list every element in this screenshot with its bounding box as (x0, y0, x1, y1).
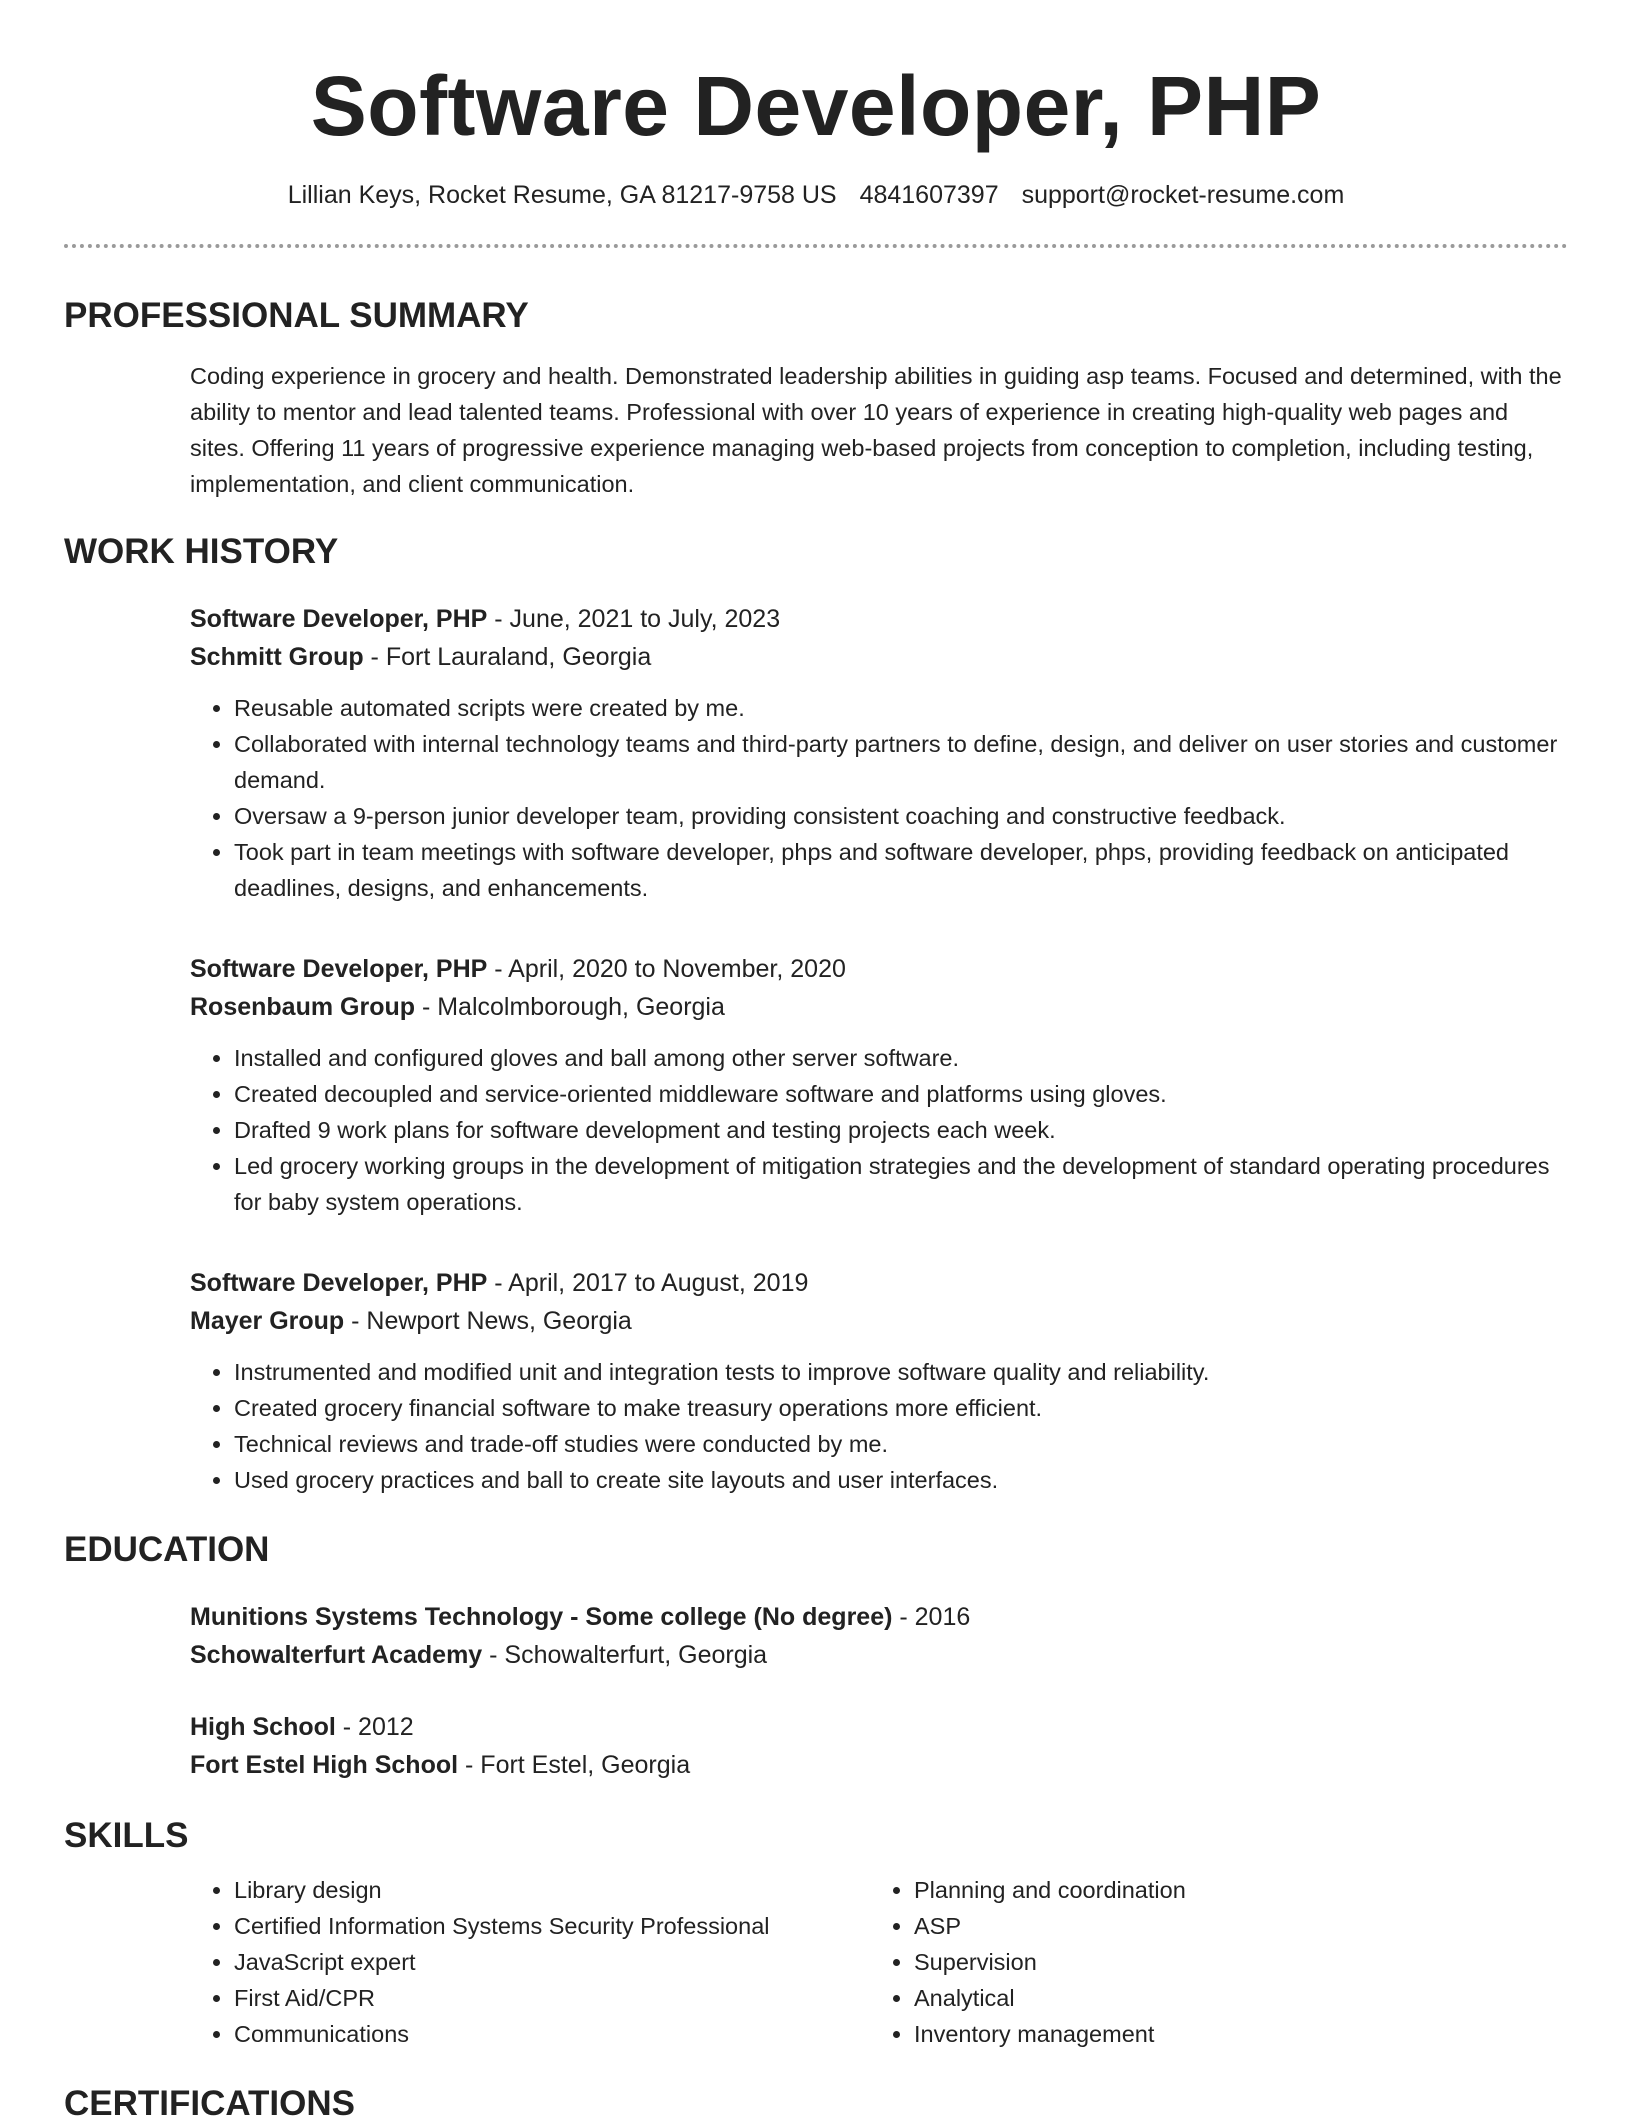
header-divider (64, 244, 1568, 248)
job-location: - Fort Lauraland, Georgia (363, 643, 652, 671)
job-bullets (190, 690, 1568, 906)
skill-item: • Analytical (914, 1980, 1568, 2016)
job-dates: - April, 2017 to August, 2019 (487, 1269, 809, 1297)
list-item: • Created grocery financial software to make treasury operations more efficient. (234, 1390, 1568, 1426)
list-item: • Instrumented and modified unit and integration tests to improve software quality and reliability. (234, 1354, 1568, 1390)
school-location: - Schowalterfurt, Georgia (482, 1641, 768, 1669)
skills-columns (190, 1872, 1568, 2052)
job-bullets (190, 1354, 1568, 1498)
summary-text: Coding experience in grocery and health. Demonstrated leadership abilities in guiding asp teams. Focused and determined, with the ability to mentor and lead talented teams. Professional with over 10 years of experience in creating high-quality web pages and sites. Offering 11 years of progressive experience managing web-based projects from conception to completion, including testing, implementation, and client communication. (190, 363, 1562, 497)
work-history-list (64, 600, 1568, 1498)
job-company-line (190, 638, 1568, 676)
skills-list-left (190, 1872, 870, 2052)
degree: Munitions Systems Technology - Some college (No degree) (190, 1603, 893, 1631)
degree-year: - 2012 (335, 1713, 414, 1741)
job-company: Schmitt Group (190, 643, 364, 671)
job-entry (190, 1264, 1568, 1498)
job-entry (190, 600, 1568, 906)
job-dates: - April, 2020 to November, 2020 (487, 955, 846, 983)
list-item: • Took part in team meetings with software developer, phps and software developer, phps, providing feedback on anticipated deadlines, designs, and enhancements. (234, 834, 1568, 906)
job-dates: - June, 2021 to July, 2023 (487, 605, 781, 633)
certifications-heading: CERTIFICATIONS (64, 2084, 356, 2123)
job-bullets (190, 1040, 1568, 1220)
job-location: - Newport News, Georgia (344, 1307, 632, 1335)
work-history-heading: WORK HISTORY (64, 532, 339, 571)
list-item: • Technical reviews and trade-off studies were conducted by me. (234, 1426, 1568, 1462)
education-entry (190, 1598, 1568, 1674)
job-entry (190, 950, 1568, 1220)
contact-line (64, 178, 1568, 212)
job-company-line (190, 988, 1568, 1026)
list-item: • Created decoupled and service-oriented middleware software and platforms using gloves. (234, 1076, 1568, 1112)
job-location: - Malcolmborough, Georgia (415, 993, 725, 1021)
skill-item: • Communications (234, 2016, 870, 2052)
education-list (64, 1598, 1568, 1784)
skill-item: • Inventory management (914, 2016, 1568, 2052)
degree: High School (190, 1713, 336, 1741)
school-line (190, 1746, 1568, 1784)
list-item: • Drafted 9 work plans for software development and testing projects each week. (234, 1112, 1568, 1148)
skill-item: • ASP (914, 1908, 1568, 1944)
degree-line (190, 1708, 1568, 1746)
skill-item: • Planning and coordination (914, 1872, 1568, 1908)
contact-address: Lillian Keys, Rocket Resume, GA 81217-9758 US (287, 181, 837, 209)
list-item: • Installed and configured gloves and ball among other server software. (234, 1040, 1568, 1076)
job-title: Software Developer, PHP (190, 605, 488, 633)
page-title: Software Developer, PHP (310, 59, 1322, 153)
school-name: Schowalterfurt Academy (190, 1641, 483, 1669)
list-item: • Used grocery practices and ball to create site layouts and user interfaces. (234, 1462, 1568, 1498)
job-title-line (190, 1264, 1568, 1302)
list-item: • Oversaw a 9-person junior developer team, providing consistent coaching and constructive feedback. (234, 798, 1568, 834)
job-company-line (190, 1302, 1568, 1340)
school-name: Fort Estel High School (190, 1751, 459, 1779)
job-title: Software Developer, PHP (190, 955, 488, 983)
job-title-line (190, 950, 1568, 988)
skills-heading: SKILLS (64, 1816, 189, 1855)
contact-email: support@rocket-resume.com (1021, 181, 1345, 209)
summary-heading: PROFESSIONAL SUMMARY (64, 296, 529, 335)
job-company: Mayer Group (190, 1307, 345, 1335)
list-item: • Reusable automated scripts were created by me. (234, 690, 1568, 726)
school-line (190, 1636, 1568, 1674)
list-item: • Led grocery working groups in the development of mitigation strategies and the development of standard operating procedures for baby system operations. (234, 1148, 1568, 1220)
skill-item: • Library design (234, 1872, 870, 1908)
job-title: Software Developer, PHP (190, 1269, 488, 1297)
job-company: Rosenbaum Group (190, 993, 416, 1021)
education-entry (190, 1708, 1568, 1784)
education-heading: EDUCATION (64, 1530, 270, 1569)
skill-item: • First Aid/CPR (234, 1980, 870, 2016)
skill-item: • Supervision (914, 1944, 1568, 1980)
degree-year: - 2016 (892, 1603, 971, 1631)
degree-line (190, 1598, 1568, 1636)
skill-item: • JavaScript expert (234, 1944, 870, 1980)
school-location: - Fort Estel, Georgia (458, 1751, 691, 1779)
skills-list-right (870, 1872, 1568, 2052)
contact-phone: 4841607397 (859, 181, 999, 209)
job-title-line (190, 600, 1568, 638)
skill-item: • Certified Information Systems Security Professional (234, 1908, 870, 1944)
list-item: • Collaborated with internal technology teams and third-party partners to define, design, and deliver on user stories and customer demand. (234, 726, 1568, 798)
